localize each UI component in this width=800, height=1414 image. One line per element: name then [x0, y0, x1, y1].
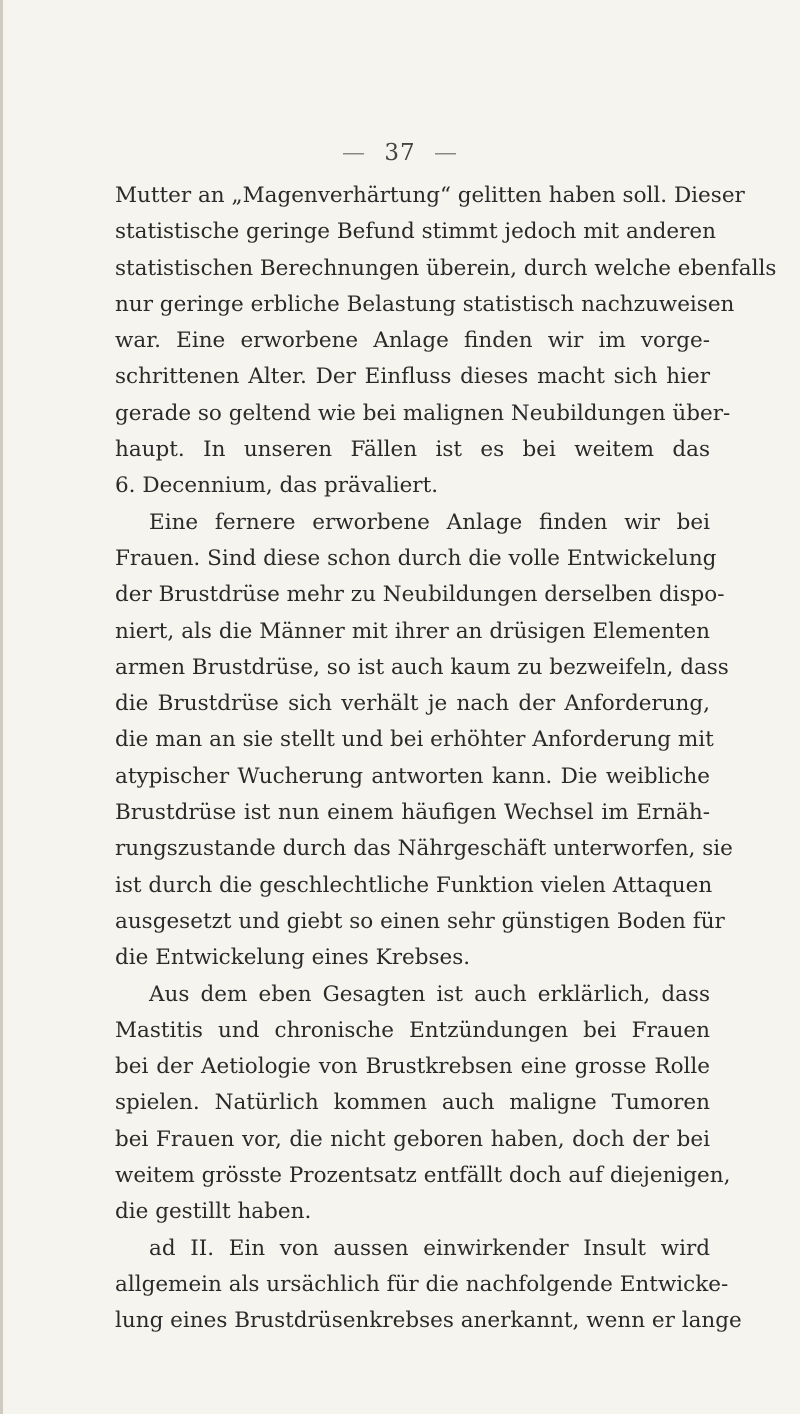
text-line: schrittenen Alter. Der Einfluss dieses macht sich hier: [115, 364, 710, 390]
text-line: haupt. In unseren Fällen ist es bei weitem das: [115, 437, 710, 463]
text-line: lung eines Brustdrüsenkrebses anerkannt, wenn er lange: [115, 1308, 742, 1334]
text-line: die Entwickelung eines Krebses.: [115, 945, 471, 971]
text-line: statistischen Berechnungen überein, durch welche ebenfalls: [115, 255, 777, 281]
text-line: ausgesetzt und giebt so einen sehr günstigen Boden für: [115, 908, 725, 934]
text-line: die gestillt haben.: [115, 1199, 312, 1225]
text-line: Aus dem eben Gesagten ist auch erklärlich, dass: [149, 981, 710, 1007]
text-line: die man an sie stellt und bei erhöhter Anforderung mit: [115, 727, 714, 753]
text-line: gerade so geltend wie bei malignen Neubildungen über-: [115, 400, 731, 426]
text-line: rungszustande durch das Nährgeschäft unterworfen, sie: [115, 836, 733, 862]
text-line: Mutter an „Magenverhärtung“ gelitten haben soll. Dieser: [115, 183, 745, 208]
text-line: niert, als die Männer mit ihrer an drüsigen Elementen: [115, 618, 710, 644]
text-line: statistische geringe Befund stimmt jedoch mit anderen: [115, 219, 716, 245]
text-line: armen Brustdrüse, so ist auch kaum zu bezweifeln, dass: [115, 654, 729, 680]
text-line: ist durch die geschlechtliche Funktion vielen Attaquen: [115, 872, 713, 898]
text-line: die Brustdrüse sich verhält je nach der Anforderung,: [115, 691, 710, 717]
header-dash-left: —: [342, 140, 367, 166]
text-line: Brustdrüse ist nun einem häufigen Wechsel im Ernäh-: [115, 800, 710, 826]
page-number: 37: [384, 140, 416, 166]
text-line: weitem grösste Prozentsatz entfällt doch auf diejenigen,: [115, 1163, 731, 1189]
header-dash-right: —: [433, 140, 458, 166]
text-line: Frauen. Sind diese schon durch die volle Entwickelung: [115, 545, 717, 571]
text-line: allgemein als ursächlich für die nachfolgende Entwicke-: [115, 1271, 729, 1297]
text-line: Mastitis und chronische Entzündungen bei Frauen: [115, 1017, 710, 1043]
text-line: ad II. Ein von aussen einwirkender Insult wird: [149, 1235, 710, 1261]
text-line: bei Frauen vor, die nicht geboren haben, doch der bei: [115, 1126, 710, 1152]
text-line: atypischer Wucherung antworten kann. Die weibliche: [115, 763, 710, 789]
page-edge: [0, 0, 3, 1414]
text-line: bei der Aetiologie von Brustkrebsen eine grosse Rolle: [115, 1054, 710, 1080]
text-line: war. Eine erworbene Anlage finden wir im vorge-: [115, 328, 710, 354]
page-header: [0, 140, 800, 166]
body-text: [115, 178, 777, 1340]
text-line: nur geringe erbliche Belastung statistisch nachzuweisen: [115, 291, 735, 317]
text-line: spielen. Natürlich kommen auch maligne Tumoren: [115, 1090, 710, 1116]
text-line: Eine fernere erworbene Anlage finden wir bei: [149, 509, 710, 535]
text-line: der Brustdrüse mehr zu Neubildungen derselben dispo-: [115, 582, 725, 608]
text-line: 6. Decennium, das prävaliert.: [115, 473, 439, 499]
